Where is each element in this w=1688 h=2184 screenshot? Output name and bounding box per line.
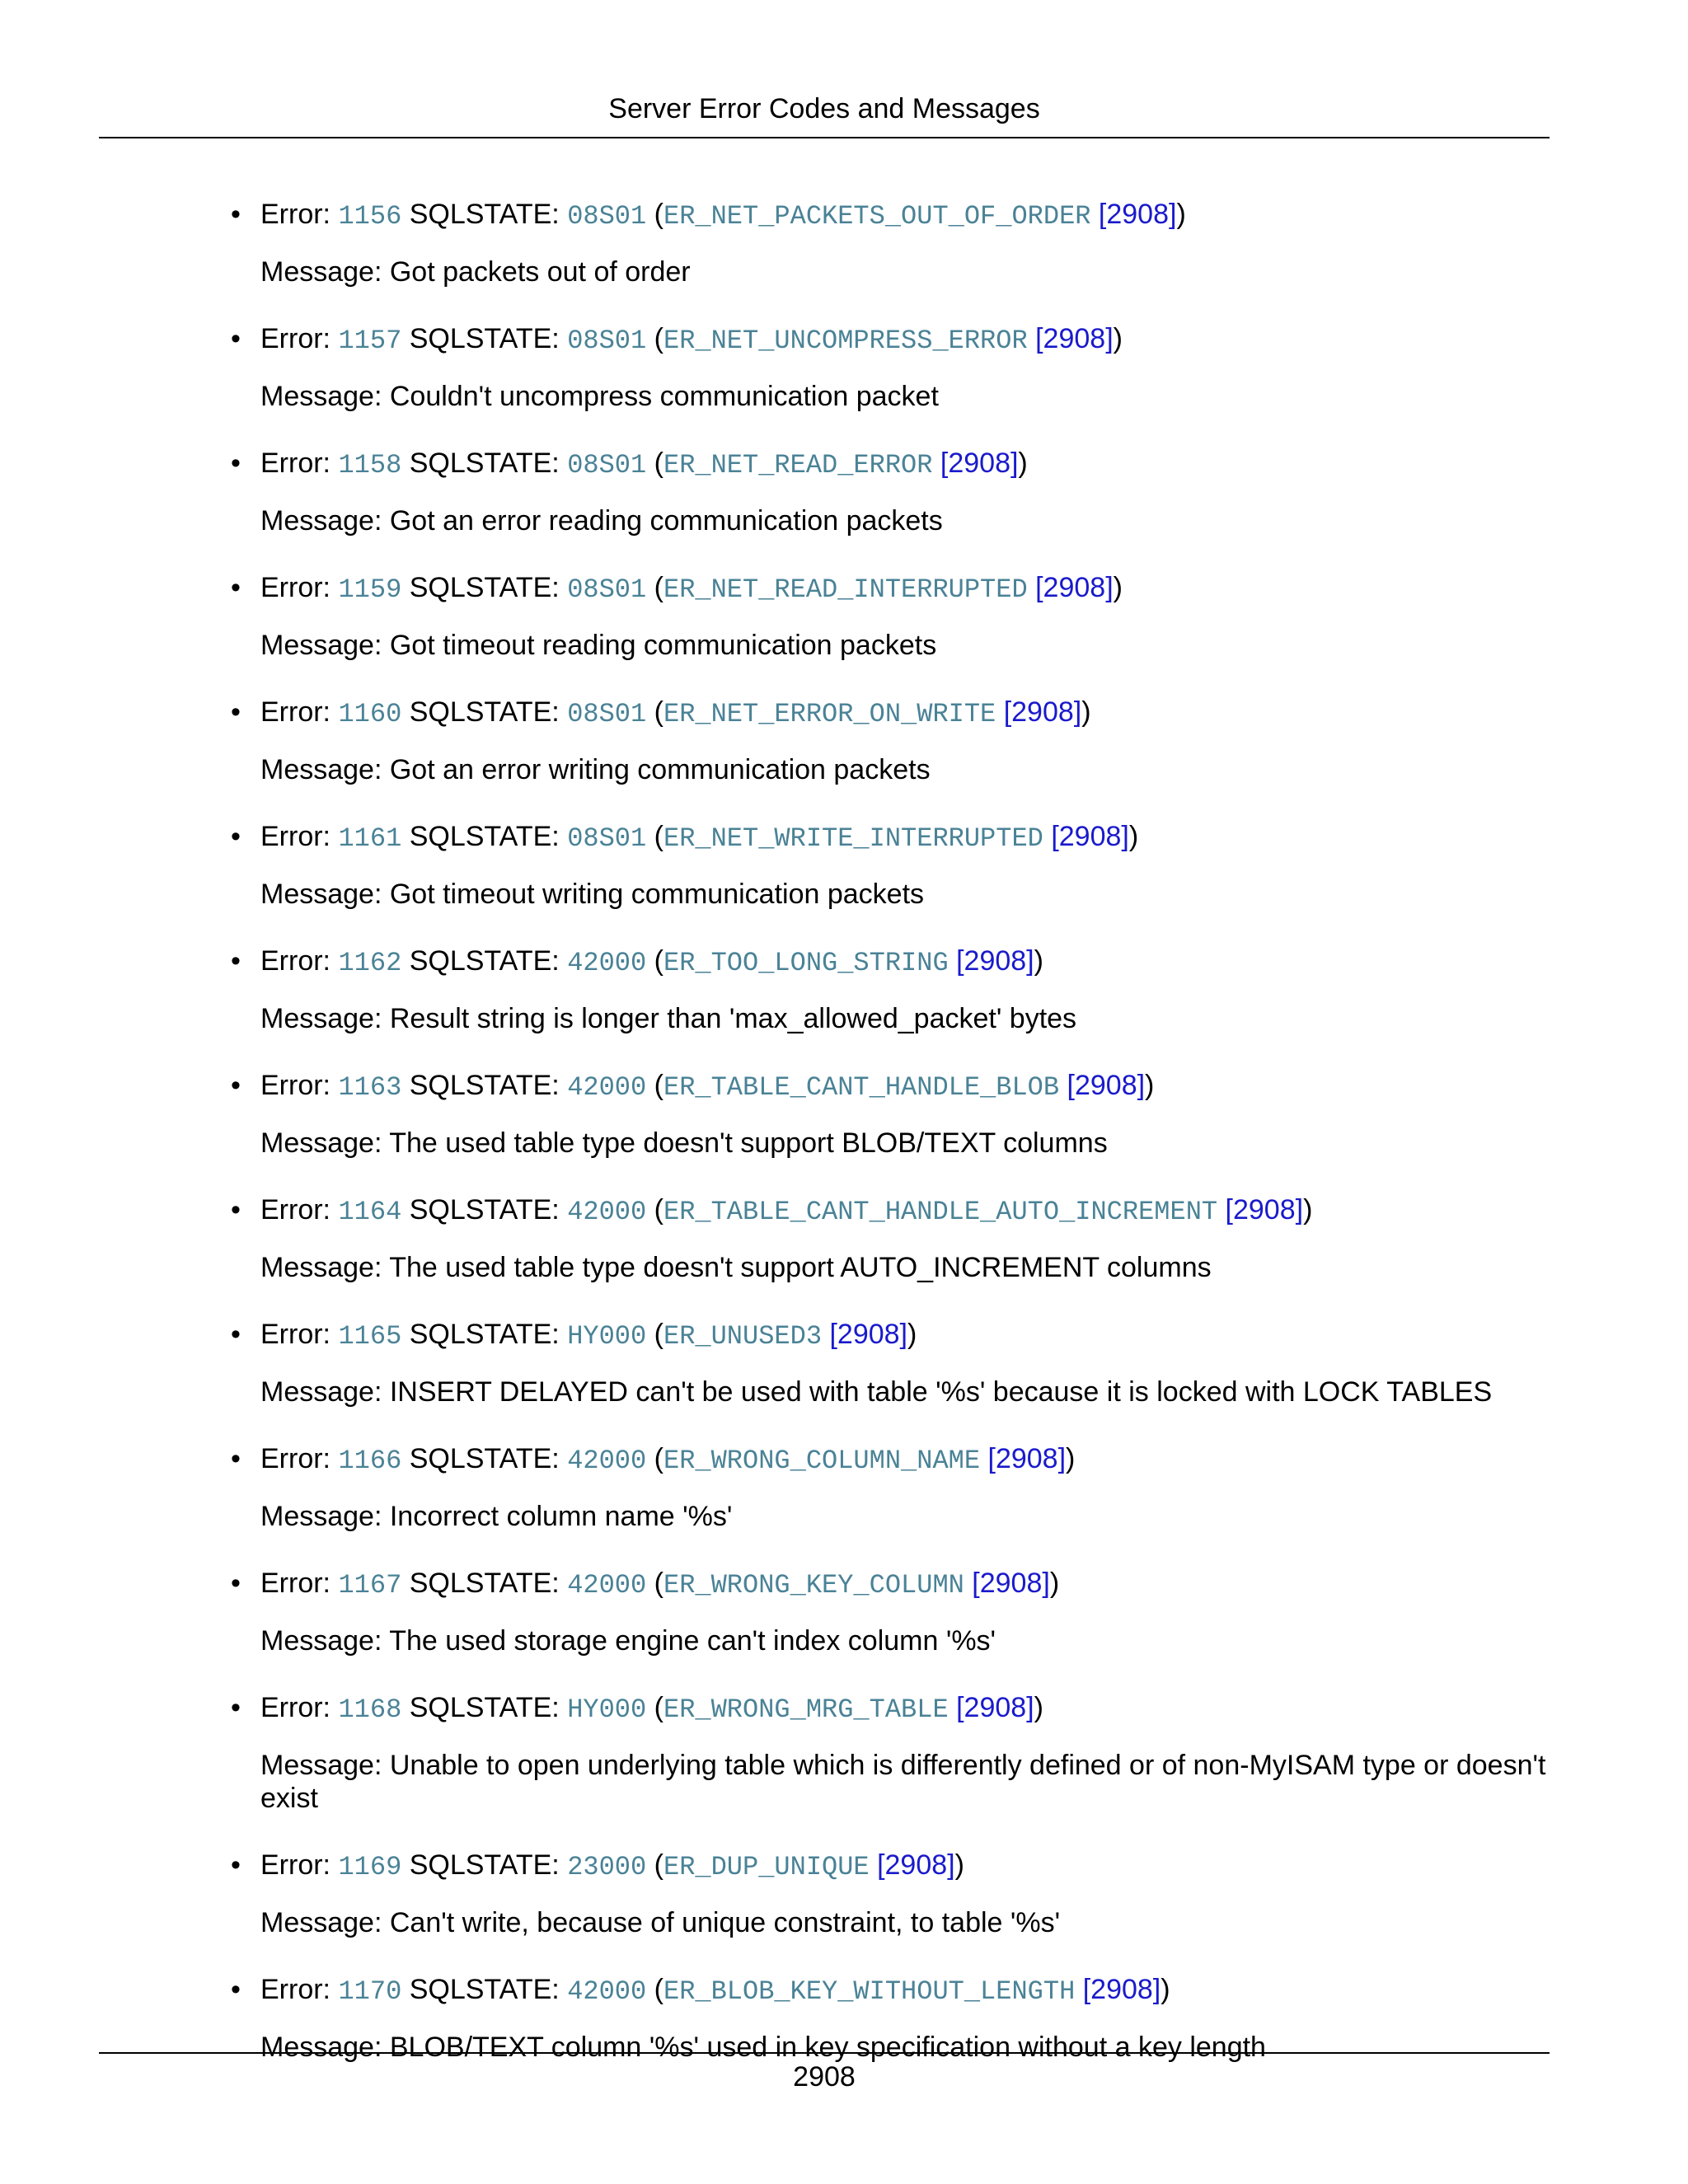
error-symbol: ER_NET_WRITE_INTERRUPTED	[663, 823, 1043, 854]
error-message	[260, 1251, 1571, 1284]
sqlstate-label: SQLSTATE:	[409, 448, 560, 479]
sqlstate-code: 42000	[567, 1072, 647, 1103]
page-ref-link[interactable]: [2908]	[1051, 821, 1129, 852]
message-label: Message:	[260, 754, 382, 785]
error-entry	[231, 1066, 1571, 1160]
error-heading: Error: 1167 SQLSTATE: 42000 (ER_WRONG_KEY_COLUMN [2908])	[260, 1568, 1060, 1601]
message-label: Message:	[260, 1750, 382, 1781]
error-heading: Error: 1161 SQLSTATE: 08S01 (ER_NET_WRITE_INTERRUPTED [2908])	[260, 821, 1139, 854]
error-label: Error:	[260, 1974, 331, 2005]
error-label: Error:	[260, 821, 331, 852]
bullet: •	[231, 448, 241, 479]
error-entry	[231, 818, 1571, 911]
error-heading: Error: 1168 SQLSTATE: HY000 (ER_WRONG_MRG_TABLE [2908])	[260, 1692, 1043, 1725]
error-symbol: ER_NET_READ_ERROR	[663, 450, 933, 480]
message-text: The used storage engine can't index column '%s'	[389, 1625, 996, 1657]
error-label: Error:	[260, 1319, 331, 1350]
sqlstate-code: 42000	[567, 1976, 647, 2007]
error-code: 1169	[338, 1852, 402, 1882]
error-symbol: ER_TABLE_CANT_HANDLE_AUTO_INCREMENT	[663, 1197, 1218, 1227]
sqlstate-label: SQLSTATE:	[409, 1443, 560, 1474]
sqlstate-code: HY000	[567, 1321, 647, 1352]
message-text: Got timeout writing communication packets	[389, 879, 925, 910]
error-code: 1162	[338, 948, 402, 978]
message-label: Message:	[260, 2032, 382, 2063]
error-message	[260, 2031, 1571, 2064]
error-entry	[231, 195, 1571, 288]
sqlstate-label: SQLSTATE:	[409, 696, 560, 728]
sqlstate-code: HY000	[567, 1694, 647, 1725]
bullet: •	[231, 323, 241, 354]
error-entry	[231, 320, 1571, 413]
sqlstate-code: 08S01	[567, 823, 647, 854]
page-ref-link[interactable]: [2908]	[972, 1568, 1050, 1599]
error-list	[231, 195, 1571, 2095]
error-code: 1161	[338, 823, 402, 854]
error-label: Error:	[260, 1443, 331, 1474]
bullet: •	[231, 199, 241, 230]
bullet: •	[231, 821, 241, 852]
bullet: •	[231, 1070, 241, 1101]
sqlstate-label: SQLSTATE:	[409, 1849, 560, 1881]
sqlstate-label: SQLSTATE:	[409, 1568, 560, 1599]
error-message	[260, 380, 1571, 413]
message-label: Message:	[260, 1376, 382, 1408]
error-label: Error:	[260, 945, 331, 977]
error-entry	[231, 1846, 1571, 1939]
error-heading: Error: 1162 SQLSTATE: 42000 (ER_TOO_LONG_STRING [2908])	[260, 945, 1043, 978]
sqlstate-code: 42000	[567, 1197, 647, 1227]
bullet: •	[231, 945, 241, 977]
message-text: INSERT DELAYED can't be used with table '%s' because it is locked with LOCK TABLES	[389, 1376, 1493, 1408]
message-label: Message:	[260, 1907, 382, 1938]
bullet: •	[231, 1692, 241, 1723]
page-ref-link[interactable]: [2908]	[1003, 696, 1082, 728]
sqlstate-code: 42000	[567, 948, 647, 978]
error-heading: Error: 1164 SQLSTATE: 42000 (ER_TABLE_CANT_HANDLE_AUTO_INCREMENT [2908])	[260, 1194, 1313, 1227]
message-text: Got packets out of order	[389, 256, 691, 288]
error-symbol: ER_NET_UNCOMPRESS_ERROR	[663, 326, 1028, 356]
error-entry	[231, 1191, 1571, 1284]
page-ref-link[interactable]: [2908]	[940, 448, 1019, 479]
page-ref-link[interactable]: [2908]	[1098, 199, 1177, 230]
message-label: Message:	[260, 879, 382, 910]
page-number: 2908	[793, 2061, 856, 2093]
error-message	[260, 1127, 1571, 1160]
footer-rule	[99, 2052, 1550, 2054]
sqlstate-label: SQLSTATE:	[409, 945, 560, 977]
error-message	[260, 1376, 1571, 1408]
sqlstate-label: SQLSTATE:	[409, 1070, 560, 1101]
message-text: Can't write, because of unique constraint, to table '%s'	[389, 1907, 1061, 1938]
error-symbol: ER_WRONG_MRG_TABLE	[663, 1694, 949, 1725]
message-label: Message:	[260, 505, 382, 537]
message-label: Message:	[260, 1252, 382, 1283]
error-heading: Error: 1156 SQLSTATE: 08S01 (ER_NET_PACKETS_OUT_OF_ORDER [2908])	[260, 199, 1186, 232]
error-heading: Error: 1159 SQLSTATE: 08S01 (ER_NET_READ_INTERRUPTED [2908])	[260, 572, 1123, 605]
error-heading: Error: 1169 SQLSTATE: 23000 (ER_DUP_UNIQUE [2908])	[260, 1849, 964, 1882]
sqlstate-label: SQLSTATE:	[409, 1692, 560, 1723]
page-ref-link[interactable]: [2908]	[1067, 1070, 1146, 1101]
error-code: 1159	[338, 574, 402, 605]
error-symbol: ER_WRONG_COLUMN_NAME	[663, 1446, 981, 1476]
error-code: 1168	[338, 1694, 402, 1725]
bullet: •	[231, 572, 241, 603]
page-ref-link[interactable]: [2908]	[956, 945, 1034, 977]
error-message	[260, 255, 1571, 288]
error-symbol: ER_WRONG_KEY_COLUMN	[663, 1570, 964, 1601]
error-code: 1165	[338, 1321, 402, 1352]
error-heading: Error: 1158 SQLSTATE: 08S01 (ER_NET_READ_ERROR [2908])	[260, 448, 1028, 480]
message-label: Message:	[260, 256, 382, 288]
message-text: Result string is longer than 'max_allowed_packet' bytes	[389, 1003, 1077, 1034]
page-ref-link[interactable]: [2908]	[956, 1692, 1034, 1723]
header-rule	[99, 137, 1550, 138]
error-label: Error:	[260, 323, 331, 354]
error-label: Error:	[260, 572, 331, 603]
error-label: Error:	[260, 199, 331, 230]
error-label: Error:	[260, 1849, 331, 1881]
message-text: BLOB/TEXT column '%s' used in key specification without a key length	[389, 2032, 1266, 2063]
error-heading: Error: 1165 SQLSTATE: HY000 (ER_UNUSED3 [2908])	[260, 1319, 917, 1352]
error-entry	[231, 1440, 1571, 1533]
error-code: 1158	[338, 450, 402, 480]
message-label: Message:	[260, 1003, 382, 1034]
error-entry	[231, 1564, 1571, 1657]
sqlstate-code: 08S01	[567, 574, 647, 605]
sqlstate-label: SQLSTATE:	[409, 1319, 560, 1350]
sqlstate-code: 08S01	[567, 201, 647, 232]
error-message	[260, 629, 1571, 662]
page-ref-link[interactable]: [2908]	[1082, 1974, 1161, 2005]
message-text: Got timeout reading communication packets	[389, 630, 937, 661]
sqlstate-label: SQLSTATE:	[409, 821, 560, 852]
sqlstate-label: SQLSTATE:	[409, 1194, 560, 1226]
message-text: The used table type doesn't support BLOB/TEXT columns	[389, 1127, 1108, 1159]
message-text: Unable to open underlying table which is differently defined or of non-MyISAM type or doesn't exist	[260, 1750, 1546, 1814]
sqlstate-label: SQLSTATE:	[409, 323, 560, 354]
sqlstate-label: SQLSTATE:	[409, 199, 560, 230]
page-ref-link[interactable]: [2908]	[1225, 1194, 1304, 1226]
error-message	[260, 1624, 1571, 1657]
error-heading: Error: 1163 SQLSTATE: 42000 (ER_TABLE_CANT_HANDLE_BLOB [2908])	[260, 1070, 1155, 1103]
error-code: 1170	[338, 1976, 402, 2007]
error-entry	[231, 1689, 1571, 1815]
error-heading: Error: 1166 SQLSTATE: 42000 (ER_WRONG_COLUMN_NAME [2908])	[260, 1443, 1076, 1476]
bullet: •	[231, 1974, 241, 2005]
error-symbol: ER_NET_READ_INTERRUPTED	[663, 574, 1028, 605]
error-symbol: ER_NET_ERROR_ON_WRITE	[663, 699, 996, 729]
sqlstate-code: 08S01	[567, 450, 647, 480]
message-text: Got an error reading communication packets	[389, 505, 943, 537]
error-code: 1163	[338, 1072, 402, 1103]
message-label: Message:	[260, 1625, 382, 1657]
error-entry	[231, 1971, 1571, 2064]
error-message	[260, 878, 1571, 911]
message-label: Message:	[260, 1501, 382, 1532]
error-symbol: ER_TOO_LONG_STRING	[663, 948, 949, 978]
error-entry	[231, 942, 1571, 1035]
sqlstate-code: 08S01	[567, 326, 647, 356]
error-symbol: ER_DUP_UNIQUE	[663, 1852, 870, 1882]
error-code: 1160	[338, 699, 402, 729]
error-label: Error:	[260, 1070, 331, 1101]
message-text: Incorrect column name '%s'	[389, 1501, 733, 1532]
error-entry	[231, 1315, 1571, 1408]
error-heading: Error: 1157 SQLSTATE: 08S01 (ER_NET_UNCOMPRESS_ERROR [2908])	[260, 323, 1123, 356]
error-symbol: ER_NET_PACKETS_OUT_OF_ORDER	[663, 201, 1091, 232]
error-label: Error:	[260, 1692, 331, 1723]
error-code: 1164	[338, 1197, 402, 1227]
bullet: •	[231, 696, 241, 728]
error-message	[260, 504, 1571, 537]
page-ref-link[interactable]: [2908]	[829, 1319, 907, 1350]
sqlstate-code: 42000	[567, 1570, 647, 1601]
error-label: Error:	[260, 1568, 331, 1599]
message-text: The used table type doesn't support AUTO_INCREMENT columns	[389, 1252, 1212, 1283]
error-label: Error:	[260, 696, 331, 728]
page-ref-link[interactable]: [2908]	[987, 1443, 1067, 1474]
message-label: Message:	[260, 381, 382, 412]
page-ref-link[interactable]: [2908]	[1035, 323, 1114, 354]
error-symbol: ER_UNUSED3	[663, 1321, 823, 1352]
message-text: Couldn't uncompress communication packet	[389, 381, 939, 412]
error-symbol: ER_BLOB_KEY_WITHOUT_LENGTH	[663, 1976, 1076, 2007]
bullet: •	[231, 1568, 241, 1599]
error-message	[260, 1002, 1571, 1035]
error-symbol: ER_TABLE_CANT_HANDLE_BLOB	[663, 1072, 1060, 1103]
error-label: Error:	[260, 1194, 331, 1226]
sqlstate-label: SQLSTATE:	[409, 1974, 560, 2005]
error-message	[260, 1906, 1571, 1939]
sqlstate-code: 08S01	[567, 699, 647, 729]
page-header: Server Error Codes and Messages	[608, 93, 1040, 124]
error-heading: Error: 1160 SQLSTATE: 08S01 (ER_NET_ERROR_ON_WRITE [2908])	[260, 696, 1091, 729]
error-label: Error:	[260, 448, 331, 479]
error-code: 1167	[338, 1570, 402, 1601]
error-message	[260, 753, 1571, 786]
error-message	[260, 1500, 1571, 1533]
message-label: Message:	[260, 630, 382, 661]
bullet: •	[231, 1849, 241, 1881]
sqlstate-code: 42000	[567, 1446, 647, 1476]
bullet: •	[231, 1443, 241, 1474]
error-code: 1166	[338, 1446, 402, 1476]
error-entry	[231, 444, 1571, 537]
error-entry	[231, 569, 1571, 662]
error-entry	[231, 693, 1571, 786]
sqlstate-label: SQLSTATE:	[409, 572, 560, 603]
sqlstate-code: 23000	[567, 1852, 647, 1882]
page-ref-link[interactable]: [2908]	[1035, 572, 1114, 603]
error-code: 1156	[338, 201, 402, 232]
error-heading: Error: 1170 SQLSTATE: 42000 (ER_BLOB_KEY_WITHOUT_LENGTH [2908])	[260, 1974, 1170, 2007]
bullet: •	[231, 1319, 241, 1350]
bullet: •	[231, 1194, 241, 1226]
error-code: 1157	[338, 326, 402, 356]
message-text: Got an error writing communication packets	[389, 754, 931, 785]
page-ref-link[interactable]: [2908]	[877, 1849, 955, 1881]
message-label: Message:	[260, 1127, 382, 1159]
error-message	[260, 1749, 1571, 1815]
